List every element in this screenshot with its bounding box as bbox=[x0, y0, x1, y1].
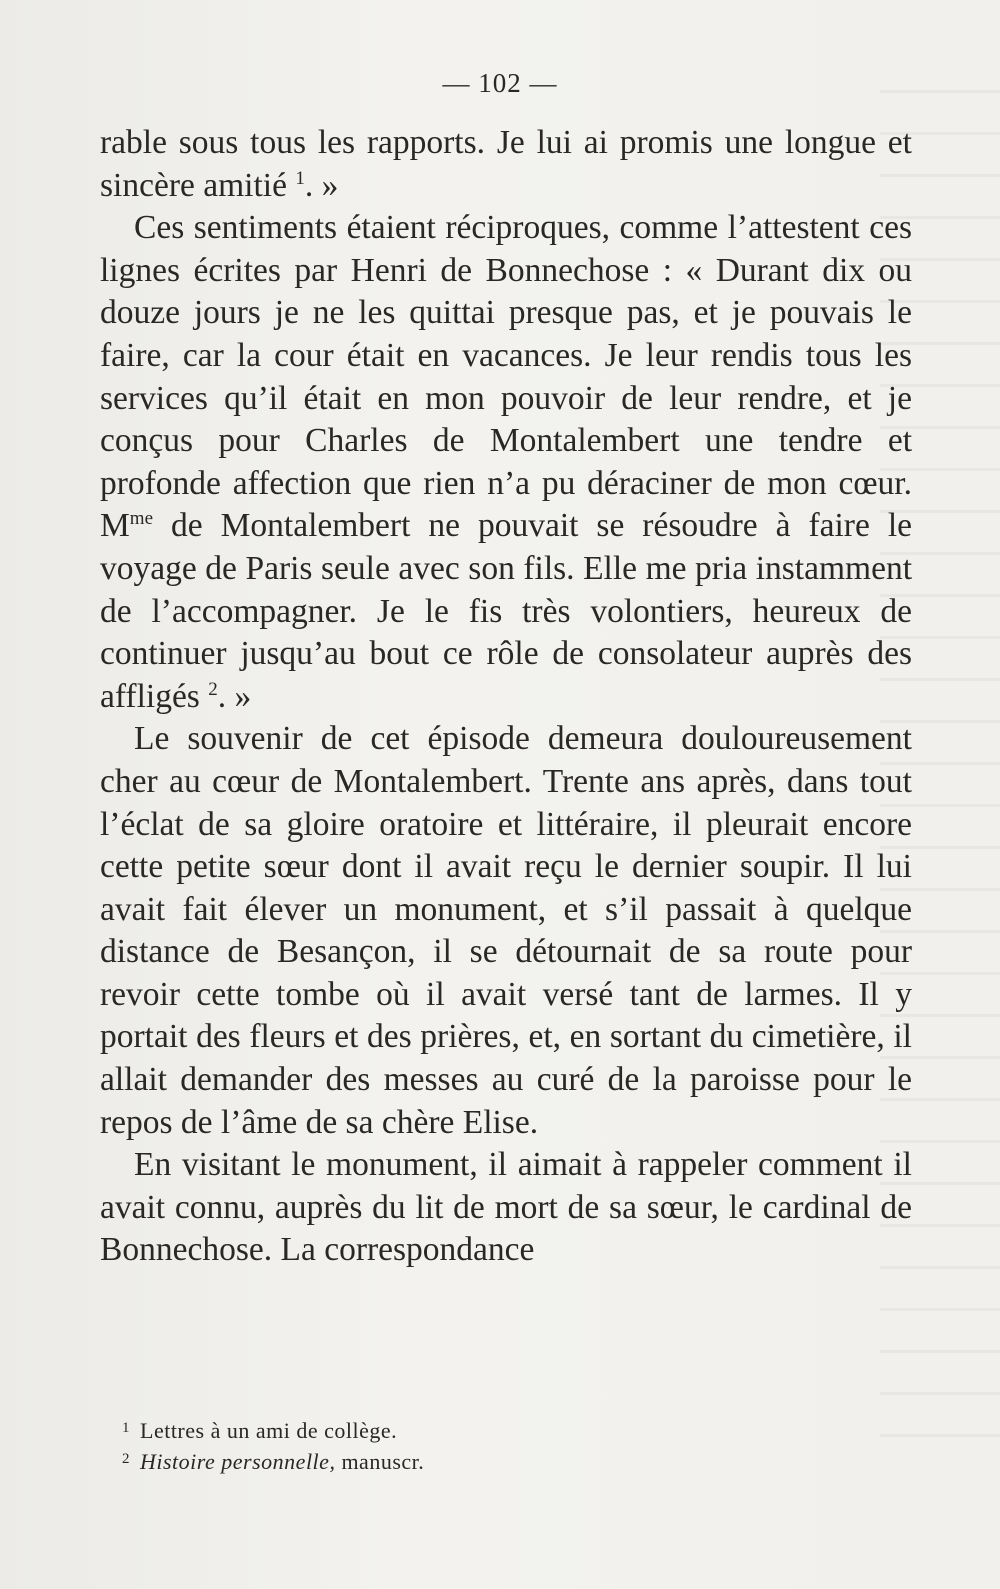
paragraph-4: En visitant le monument, il aimait à rappeler comment il avait connu, auprès du lit de mort de sa sœur, le cardinal de Bonnechose. La correspondance bbox=[100, 1146, 912, 1269]
footnote-1-text: Lettres à un ami de collège. bbox=[140, 1418, 398, 1443]
paragraph-1 bbox=[100, 122, 912, 207]
paragraph-3: Le souvenir de cet épisode demeura douloureusement cher au cœur de Montalembert. Trente ans après, dans tout l’éclat de sa gloire oratoire et littéraire, il pleurait encore cette petite sœur dont il avait reçu le dernier soupir. Il lui avait fait élever un monument, et s’il passait à quelque distance de Besançon, il se détournait de sa route pour revoir cette tombe où il avait versé tant de larmes. Il y portait des fleurs et des prières, et, en sortant du cimetière, il allait demander des messes au curé de la paroisse pour le repos de l’âme de sa chère Elise. bbox=[100, 720, 912, 1141]
quote-close-1: . » bbox=[304, 166, 339, 204]
paragraph-2-text-b: de Montalembert ne pouvait se résoudre à faire le voyage de Paris seule avec son fils. Elle me pria instamment de l’accompagner. Je le fis très volontiers, heureux de continuer jusqu’au bout ce rôle de consolateur auprès des affligés bbox=[100, 507, 912, 715]
page-number: — 102 — bbox=[442, 68, 558, 98]
footnote-2-number: 2 bbox=[122, 1451, 130, 1467]
footnote-ref-1: 1 bbox=[295, 167, 305, 189]
footnote-2 bbox=[122, 1445, 822, 1476]
footnote-1-number: 1 bbox=[122, 1420, 130, 1436]
paragraph-1-text: rable sous tous les rapports. Je lui ai promis une longue et sincère amitié bbox=[100, 124, 912, 204]
quote-close-2: . » bbox=[217, 677, 252, 715]
body-text bbox=[100, 122, 912, 1272]
paragraph-2 bbox=[100, 207, 912, 718]
footnote-2-italic-text: Histoire personnelle, bbox=[140, 1449, 336, 1474]
mme-abbrev: M bbox=[100, 507, 130, 545]
mme-superscript: me bbox=[129, 508, 154, 530]
paragraph-2-text-a: Ces sentiments étaient réciproques, comme l’attestent ces lignes écrites par Henri de Bonnechose : « Durant dix ou douze jours je ne les quittai presque pas, et je pouvais le faire, car la cour était en vacances. Je leur rendis tous les services qu’il était en mon pouvoir de leur rendre, et je conçus pour Charles de Montalembert une tendre et profonde affection que rien n’a pu déraciner de mon cœur. bbox=[100, 209, 912, 502]
footnote-ref-2: 2 bbox=[208, 678, 218, 700]
footnote-1 bbox=[122, 1414, 822, 1445]
footnotes bbox=[122, 1414, 822, 1476]
footnote-2-text: manuscr. bbox=[335, 1449, 425, 1474]
